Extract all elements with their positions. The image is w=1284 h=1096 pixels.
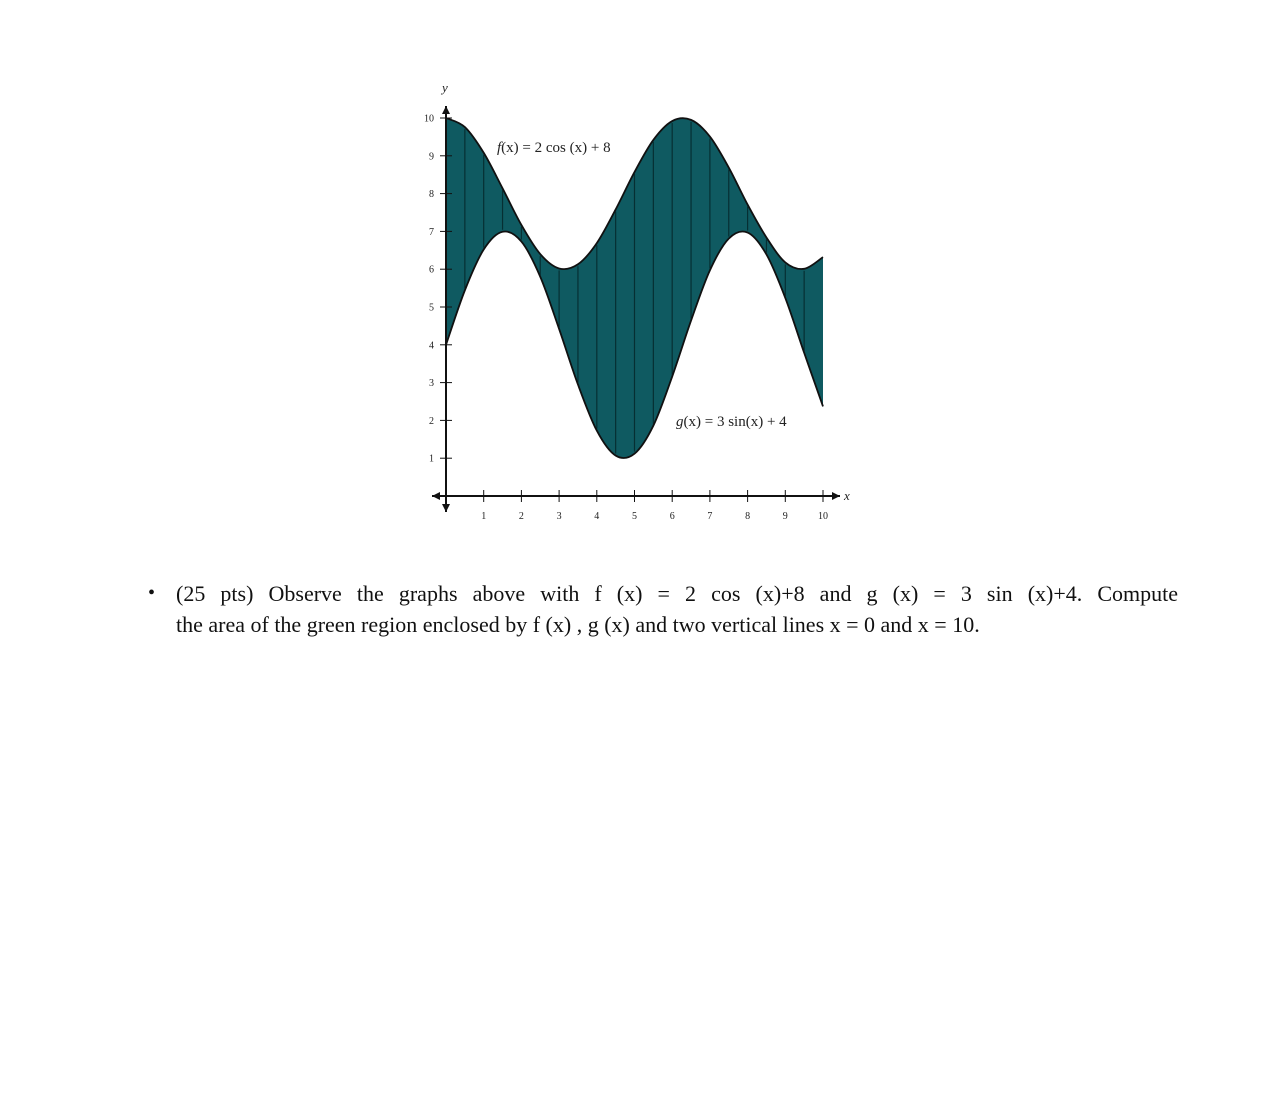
question-line-2: the area of the green region enclosed by f (x) , g (x) and two vertical lines x = 0 and x = 10. <box>176 612 980 637</box>
x-axis-arrow-left <box>432 492 440 500</box>
question-text <box>176 578 1178 640</box>
y-axis-arrow-down <box>442 504 450 512</box>
y-tick-label: 6 <box>429 264 434 276</box>
y-tick-label: 10 <box>424 113 434 125</box>
x-tick-label: 9 <box>782 511 788 522</box>
y-axis-label: y <box>442 80 448 95</box>
y-tick-label: 3 <box>429 378 434 390</box>
y-tick-label: 1 <box>429 453 434 465</box>
x-axis-label: x <box>844 488 850 503</box>
g-curve-label: g(x) = 3 sin(x) + 4 <box>676 414 787 430</box>
bullet-icon: • <box>148 582 156 604</box>
y-tick-label: 2 <box>429 415 434 427</box>
question-line-1: (25 pts) Observe the graphs above with f (x) = 2 cos (x)+8 and g (x) = 3 sin (x)+4. Compute <box>176 581 1178 606</box>
x-tick-label: 6 <box>669 511 675 522</box>
y-tick-label: 9 <box>429 151 434 163</box>
question-item <box>148 578 1178 640</box>
x-tick-label: 3 <box>556 511 562 522</box>
x-tick-label: 5 <box>632 511 637 522</box>
graph-figure <box>400 70 880 540</box>
y-tick-label: 8 <box>429 189 434 201</box>
x-tick-label: 8 <box>745 511 751 522</box>
x-tick-label: 10 <box>818 511 828 522</box>
x-tick-label: 4 <box>594 511 600 522</box>
f-curve-label: f(x) = 2 cos (x) + 8 <box>497 140 611 156</box>
x-tick-label: 1 <box>481 511 487 522</box>
area-between-curves-chart <box>400 70 880 540</box>
x-tick-label: 2 <box>518 511 524 522</box>
x-axis-arrow-right <box>832 492 840 500</box>
y-tick-label: 7 <box>429 226 434 238</box>
y-tick-label: 5 <box>429 302 434 314</box>
y-tick-label: 4 <box>429 340 434 352</box>
y-axis-arrow-up <box>442 106 450 114</box>
x-tick-label: 7 <box>707 511 713 522</box>
